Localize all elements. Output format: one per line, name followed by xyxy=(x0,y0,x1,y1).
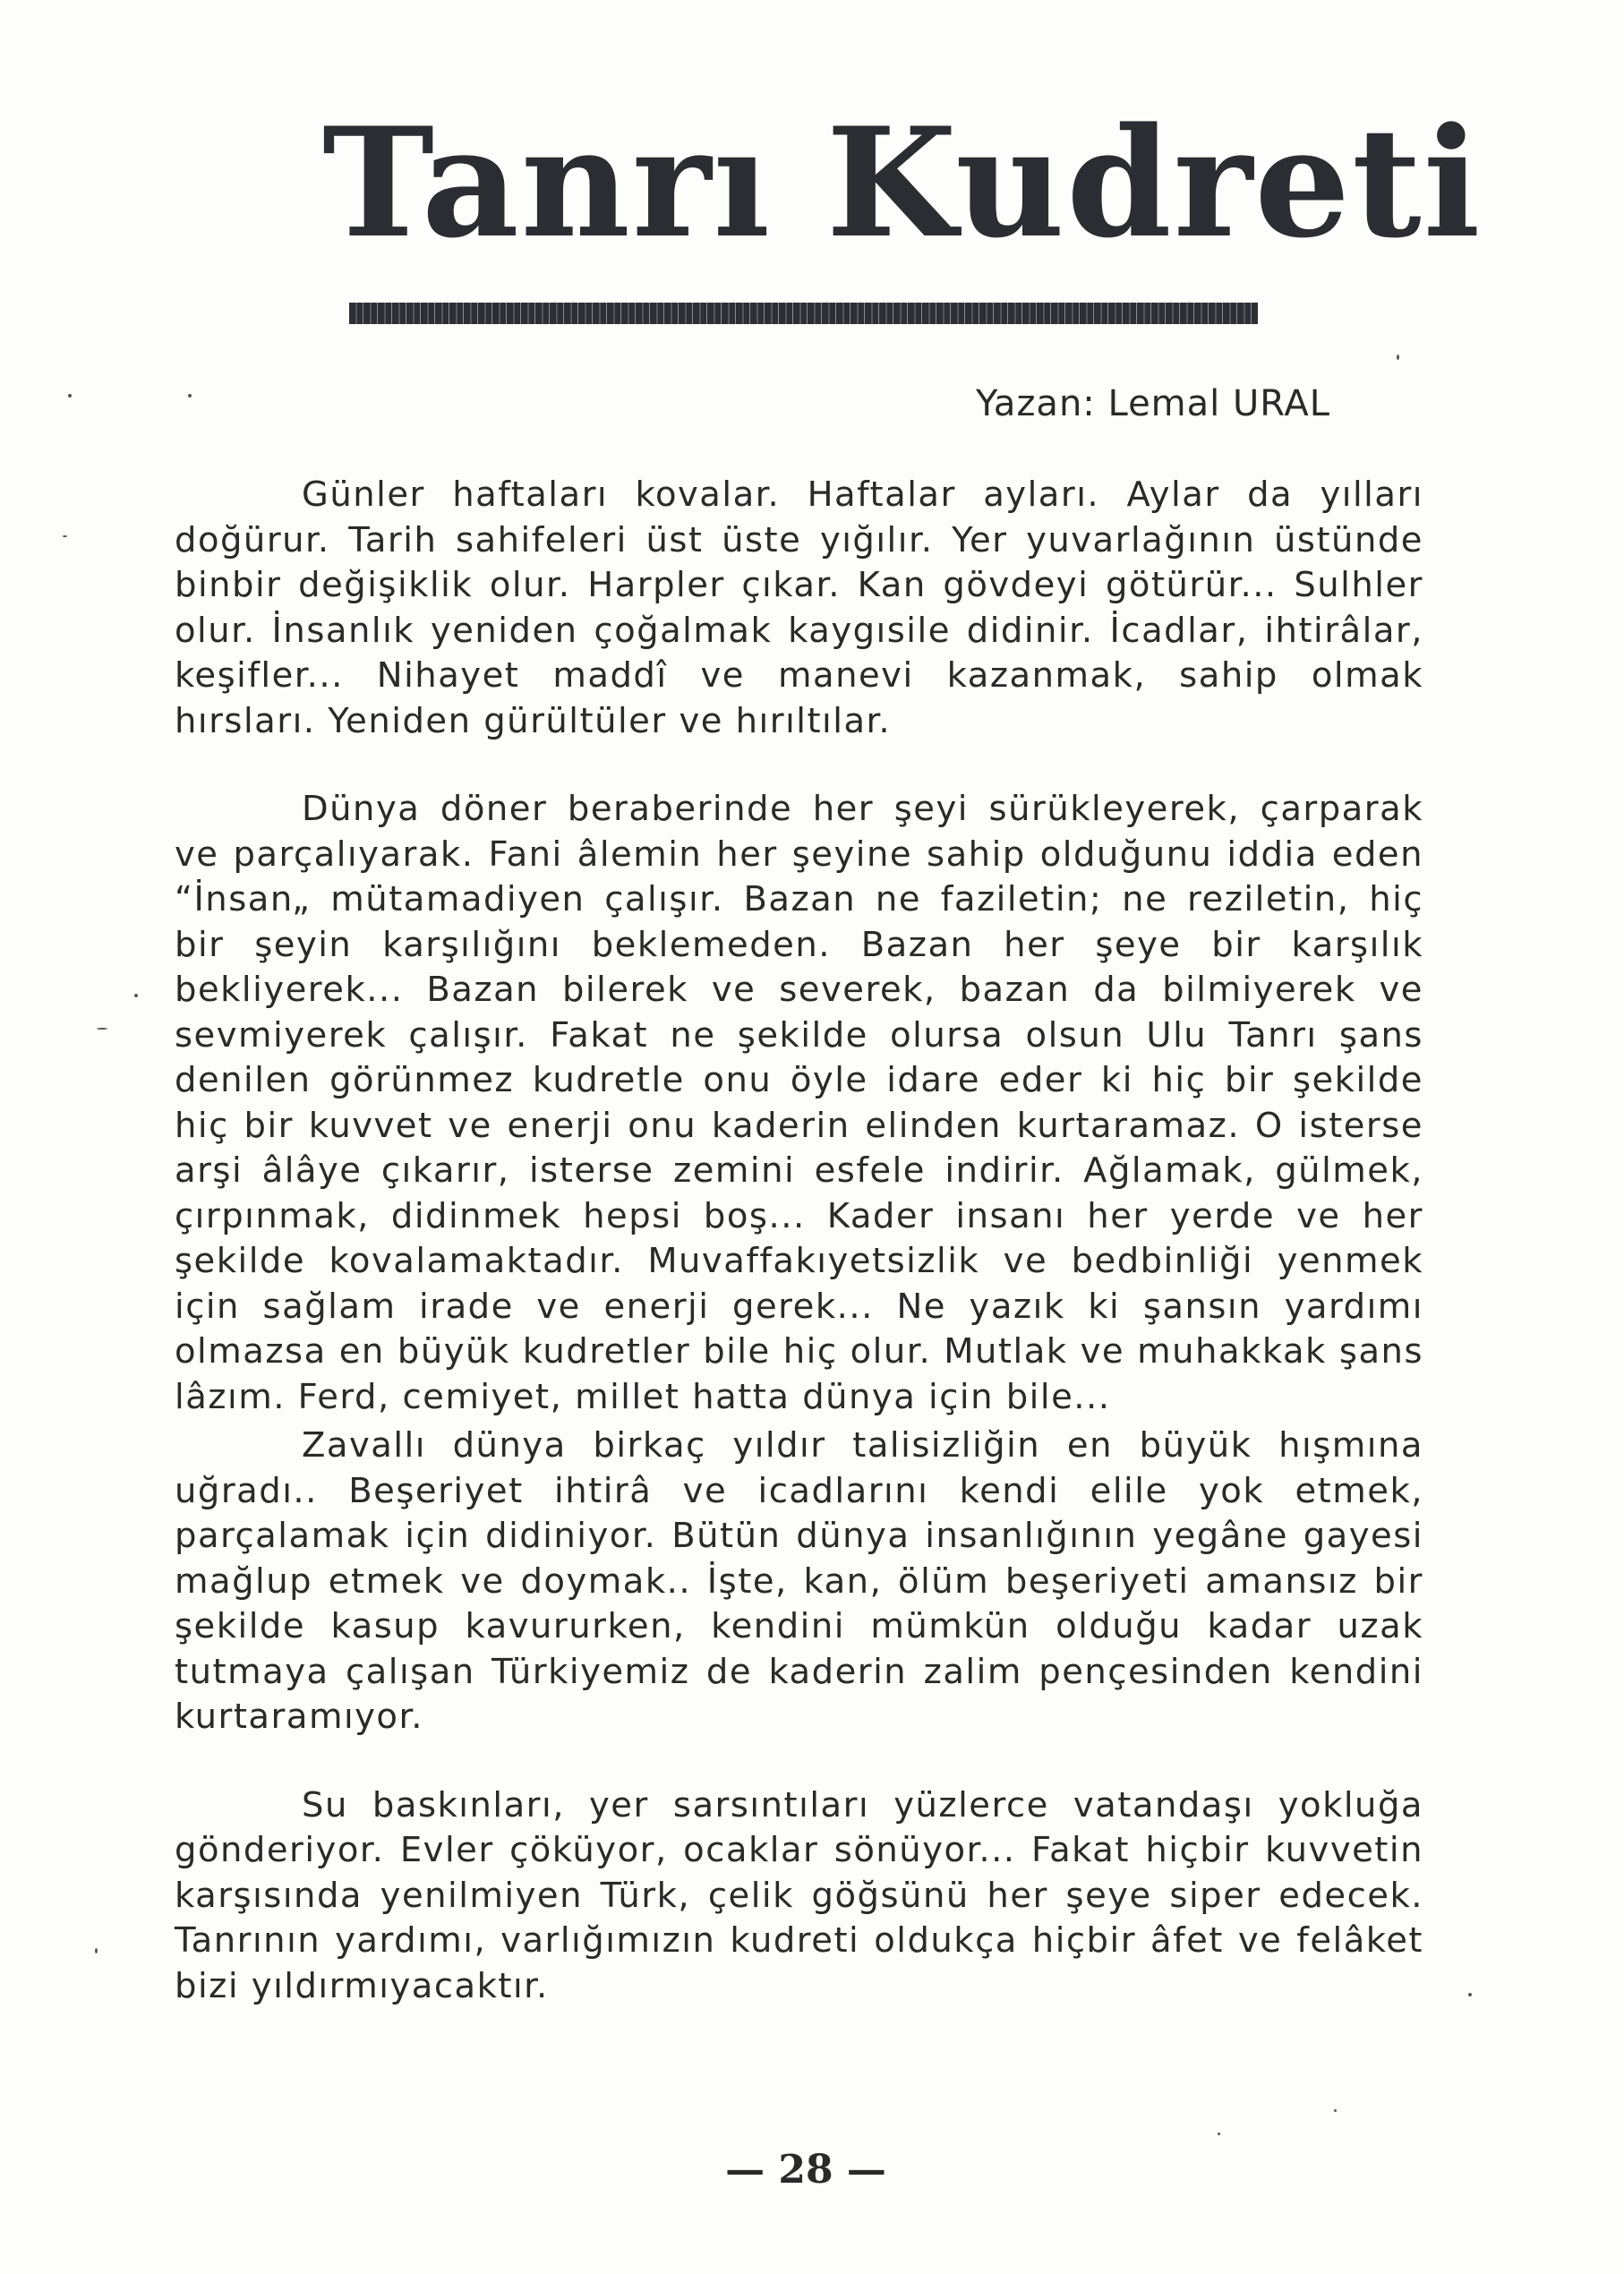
paragraph-1: Günler haftaları kovalar. Haftalar ayları. Aylar da yılları doğürur. Tarih sahifeleri üst üste yığılır. Yer yuvarlağının üstünde binbir değişiklik olur. Harpler çıkar. Kan gövdeyi götürür... Sulhler olur. İnsanlık yeniden çoğalmak kaygısile didinir. İcadlar, ihtirâlar, keşifler... Nihayet maddî ve manevi kazanmak, sahip olmak hırsları. Yeniden gürültüler ve hırıltılar. xyxy=(175,474,1423,741)
paragraph-3: Zavallı dünya birkaç yıldır talisizliğin en büyük hışmına uğradı.. Beşeriyet ihtirâ ve icadlarını kendi elile yok etmek, parçalamak için didiniyor. Bütün dünya insanlığının yegâne gayesi mağlup etmek ve doymak.. İşte, kan, ölüm beşeriyeti amansız bir şekilde kasup kavururken, kendini mümkün olduğu kadar uzak tutmaya çalışan Türkiyemiz de kaderin zalim pençesinden kendini kurtaramıyor. xyxy=(175,1425,1423,1737)
scan-speck xyxy=(97,1028,107,1030)
scan-speck xyxy=(1334,2109,1337,2112)
scan-speck xyxy=(188,394,192,398)
article-body xyxy=(175,473,1423,2009)
scan-speck xyxy=(95,1948,98,1953)
scan-speck xyxy=(134,994,138,997)
article-title: Tanrı Kudreti xyxy=(322,94,1483,271)
scan-speck xyxy=(1218,2133,1220,2135)
scan-speck xyxy=(63,535,67,537)
scan-speck xyxy=(1397,355,1399,360)
paragraph-4: Su baskınları, yer sarsıntıları yüzlerce vatandaşı yokluğa gönderiyor. Evler çöküyor, ocaklar sönüyor... Fakat hiçbir kuvvetin karşısında yenilmiyen Türk, çelik göğsünü her şeye siper edecek. Tanrının yardımı, varlığımızın kudreti oldukça hiçbir âfet ve felâket bizi yıldırmıyacaktır. xyxy=(175,1784,1423,2006)
page-number: — 28 — xyxy=(725,2147,886,2193)
scan-speck xyxy=(68,394,72,398)
paragraph-2: Dünya döner beraberinde her şeyi sürükleyerek, çarparak ve parçalıyarak. Fani âlemin her şeyine sahip olduğunu iddia eden “İnsan„ mütamadiyen çalışır. Bazan ne faziletin; ne reziletin, hiç bir şeyin karşılığını beklemeden. Bazan her şeye bir karşılık bekliyerek... Bazan bilerek ve severek, bazan da bilmiyerek ve sevmiyerek çalışır. Fakat ne şekilde olursa olsun Ulu Tanrı şans denilen görünmez kudretle onu öyle idare eder ki hiç bir şekilde hiç bir kuvvet ve enerji onu kaderin elinden kurtaramaz. O isterse arşi âlâye çıkarır, isterse zemini esfele indirir. Ağlamak, gülmek, çırpınmak, didinmek hepsi boş... Kader insanı her yerde ve her şekilde kovalamaktadır. Muvaffakıyetsizlik ve bedbinliği yenmek için sağlam irade ve enerji gerek... Ne yazık ki şansın yardımı olmazsa en büyük kudretler bile hiç olur. Mutlak ve muhakkak şans lâzım. Ferd, cemiyet, millet hatta dünya için bile... xyxy=(175,789,1423,1417)
scan-speck xyxy=(1468,1993,1472,1996)
title-underline-rule xyxy=(349,303,1258,324)
author-byline: Yazan: Lemal URAL xyxy=(976,383,1331,424)
